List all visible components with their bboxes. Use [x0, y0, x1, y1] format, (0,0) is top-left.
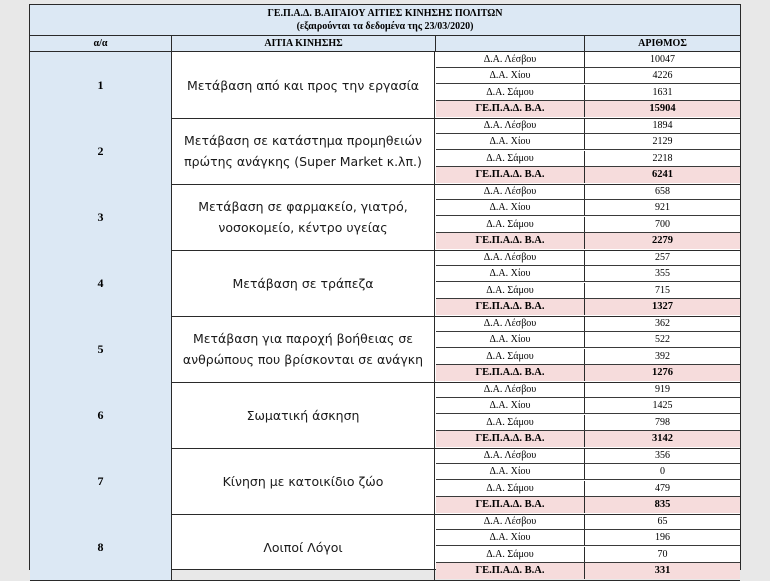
area-name: Δ.Α. Σάμου: [436, 85, 585, 100]
table-row: [436, 134, 740, 150]
total-row: [436, 299, 740, 315]
table-row: [436, 382, 740, 398]
count-value: 15904: [649, 102, 676, 114]
table-row: [436, 217, 740, 233]
area-name: Δ.Α. Λέσβου: [436, 52, 585, 67]
table-row: [436, 448, 740, 464]
count-value: 1276: [652, 366, 673, 378]
area-name: Δ.Α. Σάμου: [436, 217, 585, 232]
area-name: Δ.Α. Χίου: [436, 332, 585, 347]
group-number: 6: [30, 382, 172, 448]
group-reason: Μετάβαση από και προς την εργασία: [172, 52, 435, 118]
count-value: 3142: [652, 432, 673, 444]
count-value: 1894: [652, 120, 673, 131]
table-row: [436, 415, 740, 431]
group-number: 8: [30, 514, 172, 580]
header-area: [436, 36, 585, 51]
count-value: 835: [654, 498, 671, 510]
group-reason: Μετάβαση σε τράπεζα: [172, 250, 435, 316]
table-group: [30, 448, 740, 515]
area-name: Δ.Α. Λέσβου: [436, 382, 585, 397]
group-subrows: [436, 250, 740, 316]
header-count: ΑΡΙΘΜΟΣ: [638, 38, 687, 49]
area-name: ΓΕ.Π.Α.Δ. Β.Α.: [436, 365, 585, 381]
group-number: 3: [30, 184, 172, 250]
table-row: [436, 151, 740, 167]
total-row: [436, 167, 740, 183]
area-name: Δ.Α. Σάμου: [436, 415, 585, 430]
count-value: 0: [660, 466, 665, 478]
count-value: 479: [655, 482, 670, 494]
group-reason: Μετάβαση σε φαρμακείο, γιατρό, νοσοκομείο, κέντρο υγείας: [172, 184, 435, 250]
group-number: 2: [30, 118, 172, 184]
area-name: Δ.Α. Σάμου: [436, 349, 585, 364]
table-row: [436, 349, 740, 365]
table-group: [30, 514, 740, 581]
group-reason: Κίνηση με κατοικίδιο ζώο: [172, 448, 435, 514]
area-name: Δ.Α. Λέσβου: [436, 250, 585, 265]
area-name: Δ.Α. Χίου: [436, 266, 585, 281]
area-name: ΓΕ.Π.Α.Δ. Β.Α.: [436, 563, 585, 579]
area-name: ΓΕ.Π.Α.Δ. Β.Α.: [436, 101, 585, 117]
count-value: 2279: [652, 234, 673, 246]
header-reason: ΑΙΤΙΑ ΚΙΝΗΣΗΣ: [172, 36, 436, 51]
group-reason: Σωματική άσκηση: [172, 382, 435, 448]
area-name: Δ.Α. Σάμου: [436, 283, 585, 298]
table-row: [436, 398, 740, 414]
table-row: [436, 266, 740, 282]
table-group: [30, 316, 740, 383]
table-row: [436, 52, 740, 68]
area-name: Δ.Α. Σάμου: [436, 151, 585, 166]
table-group: [30, 184, 740, 251]
total-row: [436, 101, 740, 117]
area-name: ΓΕ.Π.Α.Δ. Β.Α.: [436, 497, 585, 513]
count-value: 6241: [652, 168, 673, 180]
area-name: ΓΕ.Π.Α.Δ. Β.Α.: [436, 299, 585, 315]
table-row: [436, 547, 740, 563]
count-value: 522: [655, 334, 670, 346]
count-value: 70: [657, 548, 668, 560]
group-subrows: [436, 514, 740, 580]
table-row: [436, 250, 740, 266]
area-name: Δ.Α. Λέσβου: [436, 316, 585, 331]
table-title: [30, 5, 740, 36]
table-row: [436, 68, 740, 84]
count-value: 1327: [652, 300, 673, 312]
count-value: 798: [655, 416, 670, 428]
area-name: ΓΕ.Π.Α.Δ. Β.Α.: [436, 431, 585, 447]
table-row: [436, 481, 740, 497]
group-subrows: [436, 382, 740, 448]
count-value: 392: [655, 350, 670, 362]
group-subrows: [436, 448, 740, 514]
statistics-table: [29, 4, 741, 576]
count-value: 921: [655, 202, 670, 214]
table-group: [30, 52, 740, 119]
count-value: 331: [654, 564, 671, 576]
count-value: 356: [655, 450, 670, 461]
column-header-row: [30, 36, 740, 52]
area-name: Δ.Α. Χίου: [436, 530, 585, 545]
group-reason: Μετάβαση για παροχή βοήθειας σε ανθρώπους που βρίσκονται σε ανάγκη: [172, 316, 435, 382]
area-name: Δ.Α. Χίου: [436, 200, 585, 215]
area-name: ΓΕ.Π.Α.Δ. Β.Α.: [436, 233, 585, 249]
group-subrows: [436, 118, 740, 184]
count-value: 2218: [652, 152, 673, 164]
count-value: 700: [655, 218, 670, 230]
header-aa: α/α: [30, 36, 172, 51]
group-subrows: [436, 52, 740, 118]
table-row: [436, 530, 740, 546]
area-name: Δ.Α. Χίου: [436, 68, 585, 83]
area-name: Δ.Α. Χίου: [436, 398, 585, 413]
table-row: [436, 283, 740, 299]
area-name: Δ.Α. Σάμου: [436, 547, 585, 562]
total-row: [436, 431, 740, 447]
group-subrows: [436, 184, 740, 250]
area-name: Δ.Α. Λέσβου: [436, 448, 585, 463]
table-row: [436, 316, 740, 332]
table-row: [436, 332, 740, 348]
area-name: Δ.Α. Χίου: [436, 134, 585, 149]
area-name: Δ.Α. Χίου: [436, 464, 585, 479]
count-value: 1425: [652, 400, 673, 412]
area-name: Δ.Α. Λέσβου: [436, 514, 585, 529]
count-value: 65: [657, 516, 668, 527]
table-row: [436, 184, 740, 200]
area-name: Δ.Α. Λέσβου: [436, 118, 585, 133]
count-value: 2129: [652, 136, 673, 148]
table-group: [30, 250, 740, 317]
table-row: [436, 118, 740, 134]
total-row: [436, 365, 740, 381]
table-row: [436, 464, 740, 480]
area-name: ΓΕ.Π.Α.Δ. Β.Α.: [436, 167, 585, 183]
group-subrows: [436, 316, 740, 382]
count-value: 658: [655, 186, 670, 197]
count-value: 1631: [652, 86, 673, 98]
count-value: 257: [655, 252, 670, 263]
title-line-2: (εξαιρούνται τα δεδομένα της 23/03/2020): [296, 21, 474, 32]
group-number: 7: [30, 448, 172, 514]
group-number: 4: [30, 250, 172, 316]
count-value: 715: [655, 284, 670, 296]
group-number: 5: [30, 316, 172, 382]
total-row: [436, 497, 740, 513]
count-value: 919: [655, 384, 670, 395]
count-value: 10047: [650, 54, 675, 65]
group-number: 1: [30, 52, 172, 118]
count-value: 4226: [652, 70, 673, 82]
table-row: [436, 85, 740, 101]
area-name: Δ.Α. Λέσβου: [436, 184, 585, 199]
table-group: [30, 382, 740, 449]
table-row: [436, 200, 740, 216]
group-reason: Μετάβαση σε κατάστημα προμηθειών πρώτης ανάγκης (Super Market κ.λπ.): [172, 118, 435, 184]
total-row: [436, 563, 740, 579]
group-reason: Λοιποί Λόγοι: [172, 514, 435, 580]
count-value: 355: [655, 268, 670, 280]
area-name: Δ.Α. Σάμου: [436, 481, 585, 496]
count-value: 196: [655, 532, 670, 544]
count-value: 362: [655, 318, 670, 329]
title-line-1: ΓΕ.Π.Α.Δ. Β.ΑΙΓΑΙΟΥ ΑΙΤΙΕΣ ΚΙΝΗΣΗΣ ΠΟΛΙΤΩΝ: [267, 8, 503, 19]
total-row: [436, 233, 740, 249]
table-group: [30, 118, 740, 185]
table-row: [436, 514, 740, 530]
